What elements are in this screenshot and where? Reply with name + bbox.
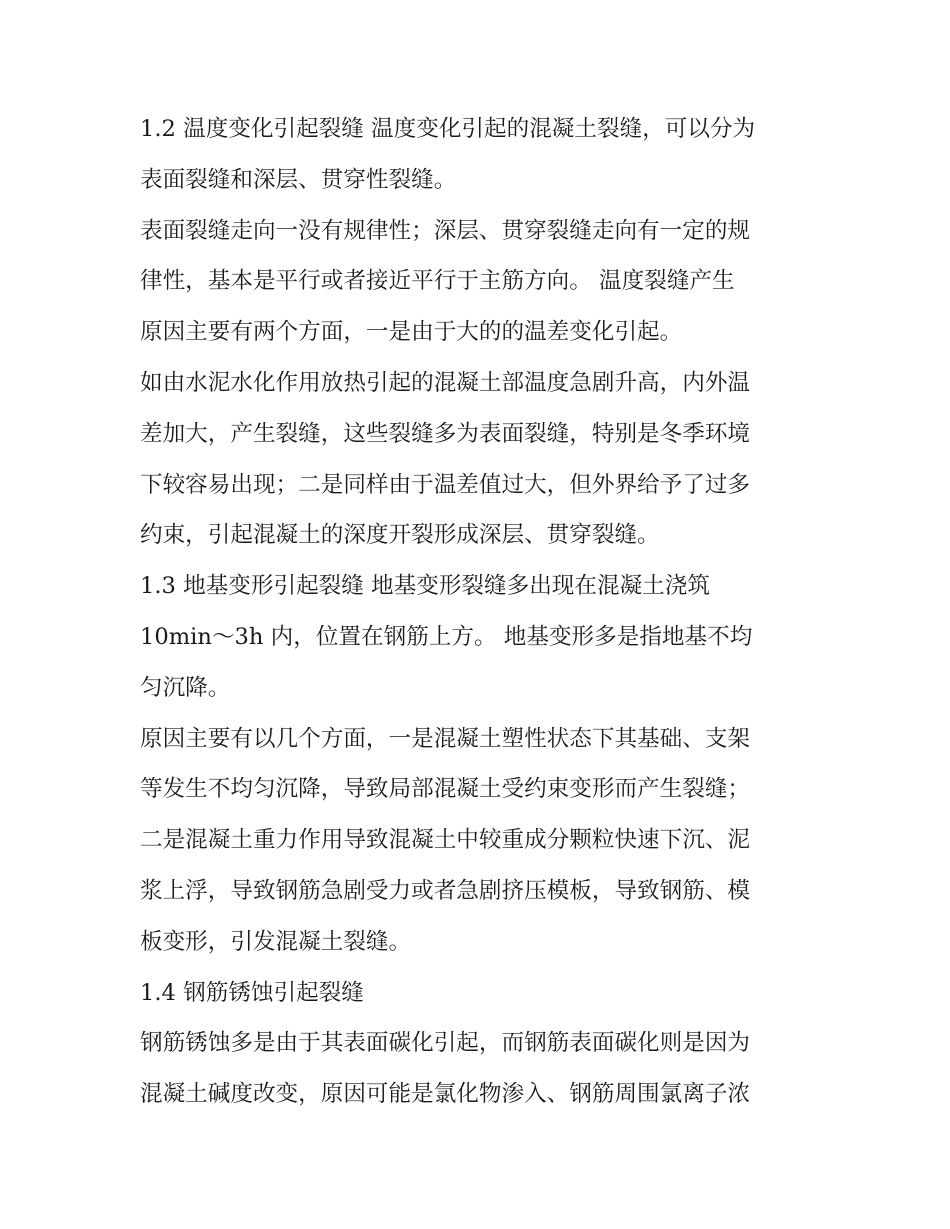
text-line: 律性，基本是平行或者接近平行于主筋方向。 温度裂缝产生 (140, 268, 735, 295)
text-line: 表面裂缝和深层、贯穿性裂缝。 (140, 166, 457, 193)
text-line: 1.3 地基变形引起裂缝 地基变形裂缝多出现在混凝土浇筑 (140, 573, 710, 600)
document-page (140, 104, 820, 1120)
text-line: 匀沉降。 (140, 674, 231, 701)
text-line: 如由水泥水化作用放热引起的混凝土部温度急剧升高，内外温 (140, 369, 751, 396)
text-line: 下较容易出现；二是同样由于温差值过大，但外界给予了过多 (140, 471, 751, 498)
text-line: 板变形，引发混凝土裂缝。 (140, 928, 412, 955)
text-line: 原因主要有两个方面，一是由于大的的温差变化引起。 (140, 319, 683, 346)
text-line: 二是混凝土重力作用导致混凝土中较重成分颗粒快速下沉、泥 (140, 827, 751, 854)
text-line: 表面裂缝走向一没有规律性；深层、贯穿裂缝走向有一定的规 (140, 217, 751, 244)
text-line: 约束，引起混凝土的深度开裂形成深层、贯穿裂缝。 (140, 522, 660, 549)
text-line: 钢筋锈蚀多是由于其表面碳化引起，而钢筋表面碳化则是因为 (140, 1030, 751, 1057)
text-line: 1.2 温度变化引起裂缝 温度变化引起的混凝土裂缝，可以分为 (140, 116, 756, 142)
text-line: 等发生不均匀沉降，导致局部混凝土受约束变形而产生裂缝； (140, 776, 751, 803)
text-line: 1.4 钢筋锈蚀引起裂缝 (140, 979, 364, 1006)
text-line: 浆上浮，导致钢筋急剧受力或者急剧挤压模板，导致钢筋、模 (140, 877, 751, 904)
text-line: 原因主要有以几个方面，一是混凝土塑性状态下其基础、支架 (140, 725, 751, 752)
text-line: 混凝土碱度改变，原因可能是氯化物渗入、钢筋周围氯离子浓 (140, 1081, 751, 1108)
text-line: 10min～3h 内，位置在钢筋上方。 地基变形多是指地基不均 (140, 623, 753, 650)
text-line: 差加大，产生裂缝，这些裂缝多为表面裂缝，特别是冬季环境 (140, 420, 751, 447)
